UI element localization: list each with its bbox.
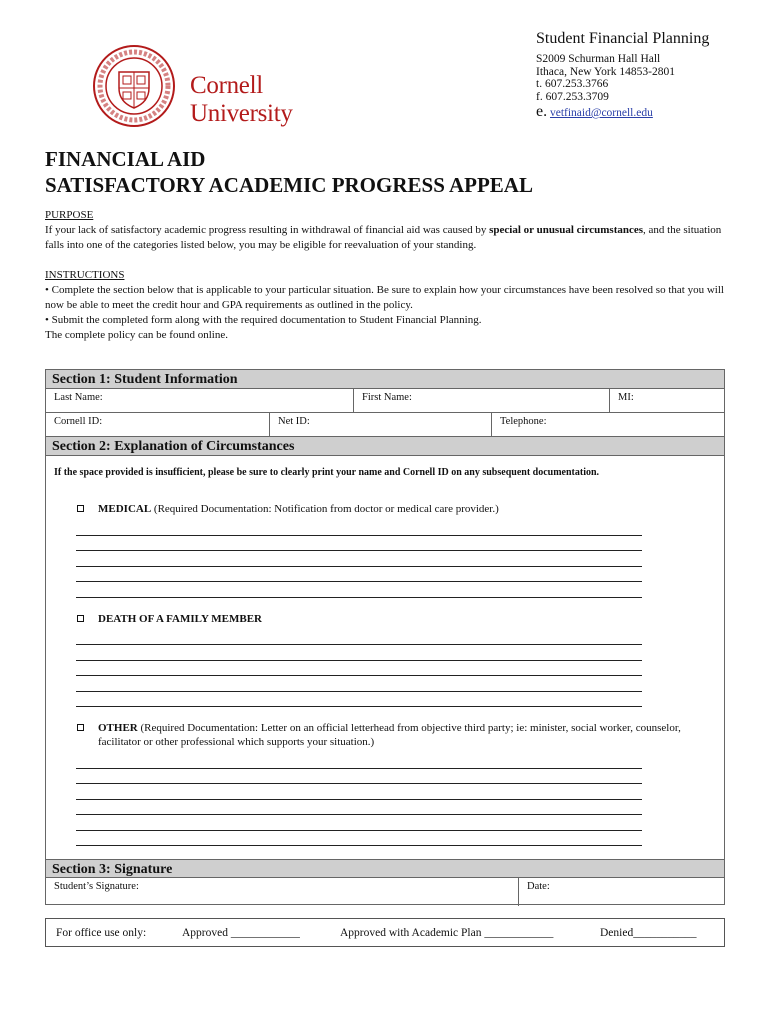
other-checkbox[interactable] [77,724,84,731]
instructions-heading: INSTRUCTIONS [45,269,125,281]
section-3-heading: Section 3: Signature [46,859,724,878]
net-id-field[interactable]: Net ID: [270,413,492,436]
mi-field[interactable]: MI: [618,392,634,403]
last-name-field[interactable]: Last Name: [46,389,354,412]
instruction-bullet-2: • Submit the completed form along with the required documentation to Student Financial Planning. [45,314,482,326]
address-line-1: S2009 Schurman Hall Hall [536,53,661,65]
death-explanation-lines[interactable] [76,630,642,708]
category-other [46,721,724,749]
category-other-desc: (Required Documentation: Letter on an official letterhead from objective third party; ie: minister, social worker, counselor, facilitator or other professional which supports your situation.) [98,722,681,748]
first-name-field[interactable]: First Name: [354,389,610,412]
office-use-box [45,918,725,947]
category-death-name: DEATH OF A FAMILY MEMBER [98,612,262,625]
phone-number: t. 607.253.3766 [536,78,609,90]
section-3 [46,859,724,906]
telephone-field[interactable]: Telephone: [500,416,547,427]
category-medical [46,502,724,516]
title-line-2: SATISFACTORY ACADEMIC PROGRESS APPEAL [45,173,533,197]
logo-wordmark: Cornell University [190,72,293,127]
date-field[interactable]: Date: [527,881,550,892]
department-name: Student Financial Planning [536,30,710,47]
cornell-seal-icon [92,44,176,128]
section-2-note: If the space provided is insufficient, please be sure to clearly print your name and Cornell ID on any subsequent documentation. [54,467,600,478]
email-link[interactable]: vetfinaid@cornell.edu [549,107,653,119]
id-row [46,413,724,437]
address-line-2: Ithaca, New York 14853-2801 [536,65,675,78]
purpose-text-start: If your lack of satisfactory academic progress resulting in withdrawal of financial aid was caused by [45,224,490,236]
policy-note: The complete policy can be found online. [45,329,228,341]
form-title [45,146,533,198]
title-line-1: FINANCIAL AID [45,147,206,171]
purpose-heading: PURPOSE [45,209,94,221]
cornell-id-field[interactable]: Cornell ID: [46,413,270,436]
category-medical-name: MEDICAL [98,503,152,515]
purpose-text-end: , and the situation falls into one of the categories listed below, you may be eligible for reevaluation of your standing. [45,224,722,251]
office-use-label: For office use only: [56,926,147,939]
section-1-heading: Section 1: Student Information [46,370,724,389]
medical-checkbox[interactable] [77,505,84,512]
fax-number: f. 607.253.3709 [536,90,609,103]
email-line [536,103,756,121]
signature-field[interactable]: Student’s Signature: [46,878,519,906]
cornell-logo [92,44,352,130]
section-2-heading: Section 2: Explanation of Circumstances [46,437,724,456]
name-row [46,389,724,413]
appeal-form [45,369,725,905]
email-prefix: e. [536,103,548,120]
contact-block [536,30,756,121]
denied-option: Denied___________ [600,926,697,939]
death-checkbox[interactable] [77,615,84,622]
instruction-bullet-1: • Complete the section below that is applicable to your particular situation. Be sure to explain how your circumstances have been resolved so that you will now be able to meet the credit hour and GPA requirements as outlined in the policy. [45,284,724,311]
signature-row [46,878,724,906]
medical-explanation-lines[interactable] [76,520,642,598]
purpose-text [45,223,725,253]
approved-with-plan-option: Approved with Academic Plan ____________ [340,926,554,939]
category-medical-desc: (Required Documentation: Notification from doctor or medical care provider.) [151,503,499,515]
category-death [46,612,724,626]
purpose-block [45,208,725,253]
other-explanation-lines[interactable] [76,753,642,862]
purpose-text-bold: special or unusual circumstances [489,224,644,236]
approved-option: Approved ____________ [182,926,300,939]
category-other-name: OTHER [98,722,138,734]
instructions-block [45,268,725,343]
